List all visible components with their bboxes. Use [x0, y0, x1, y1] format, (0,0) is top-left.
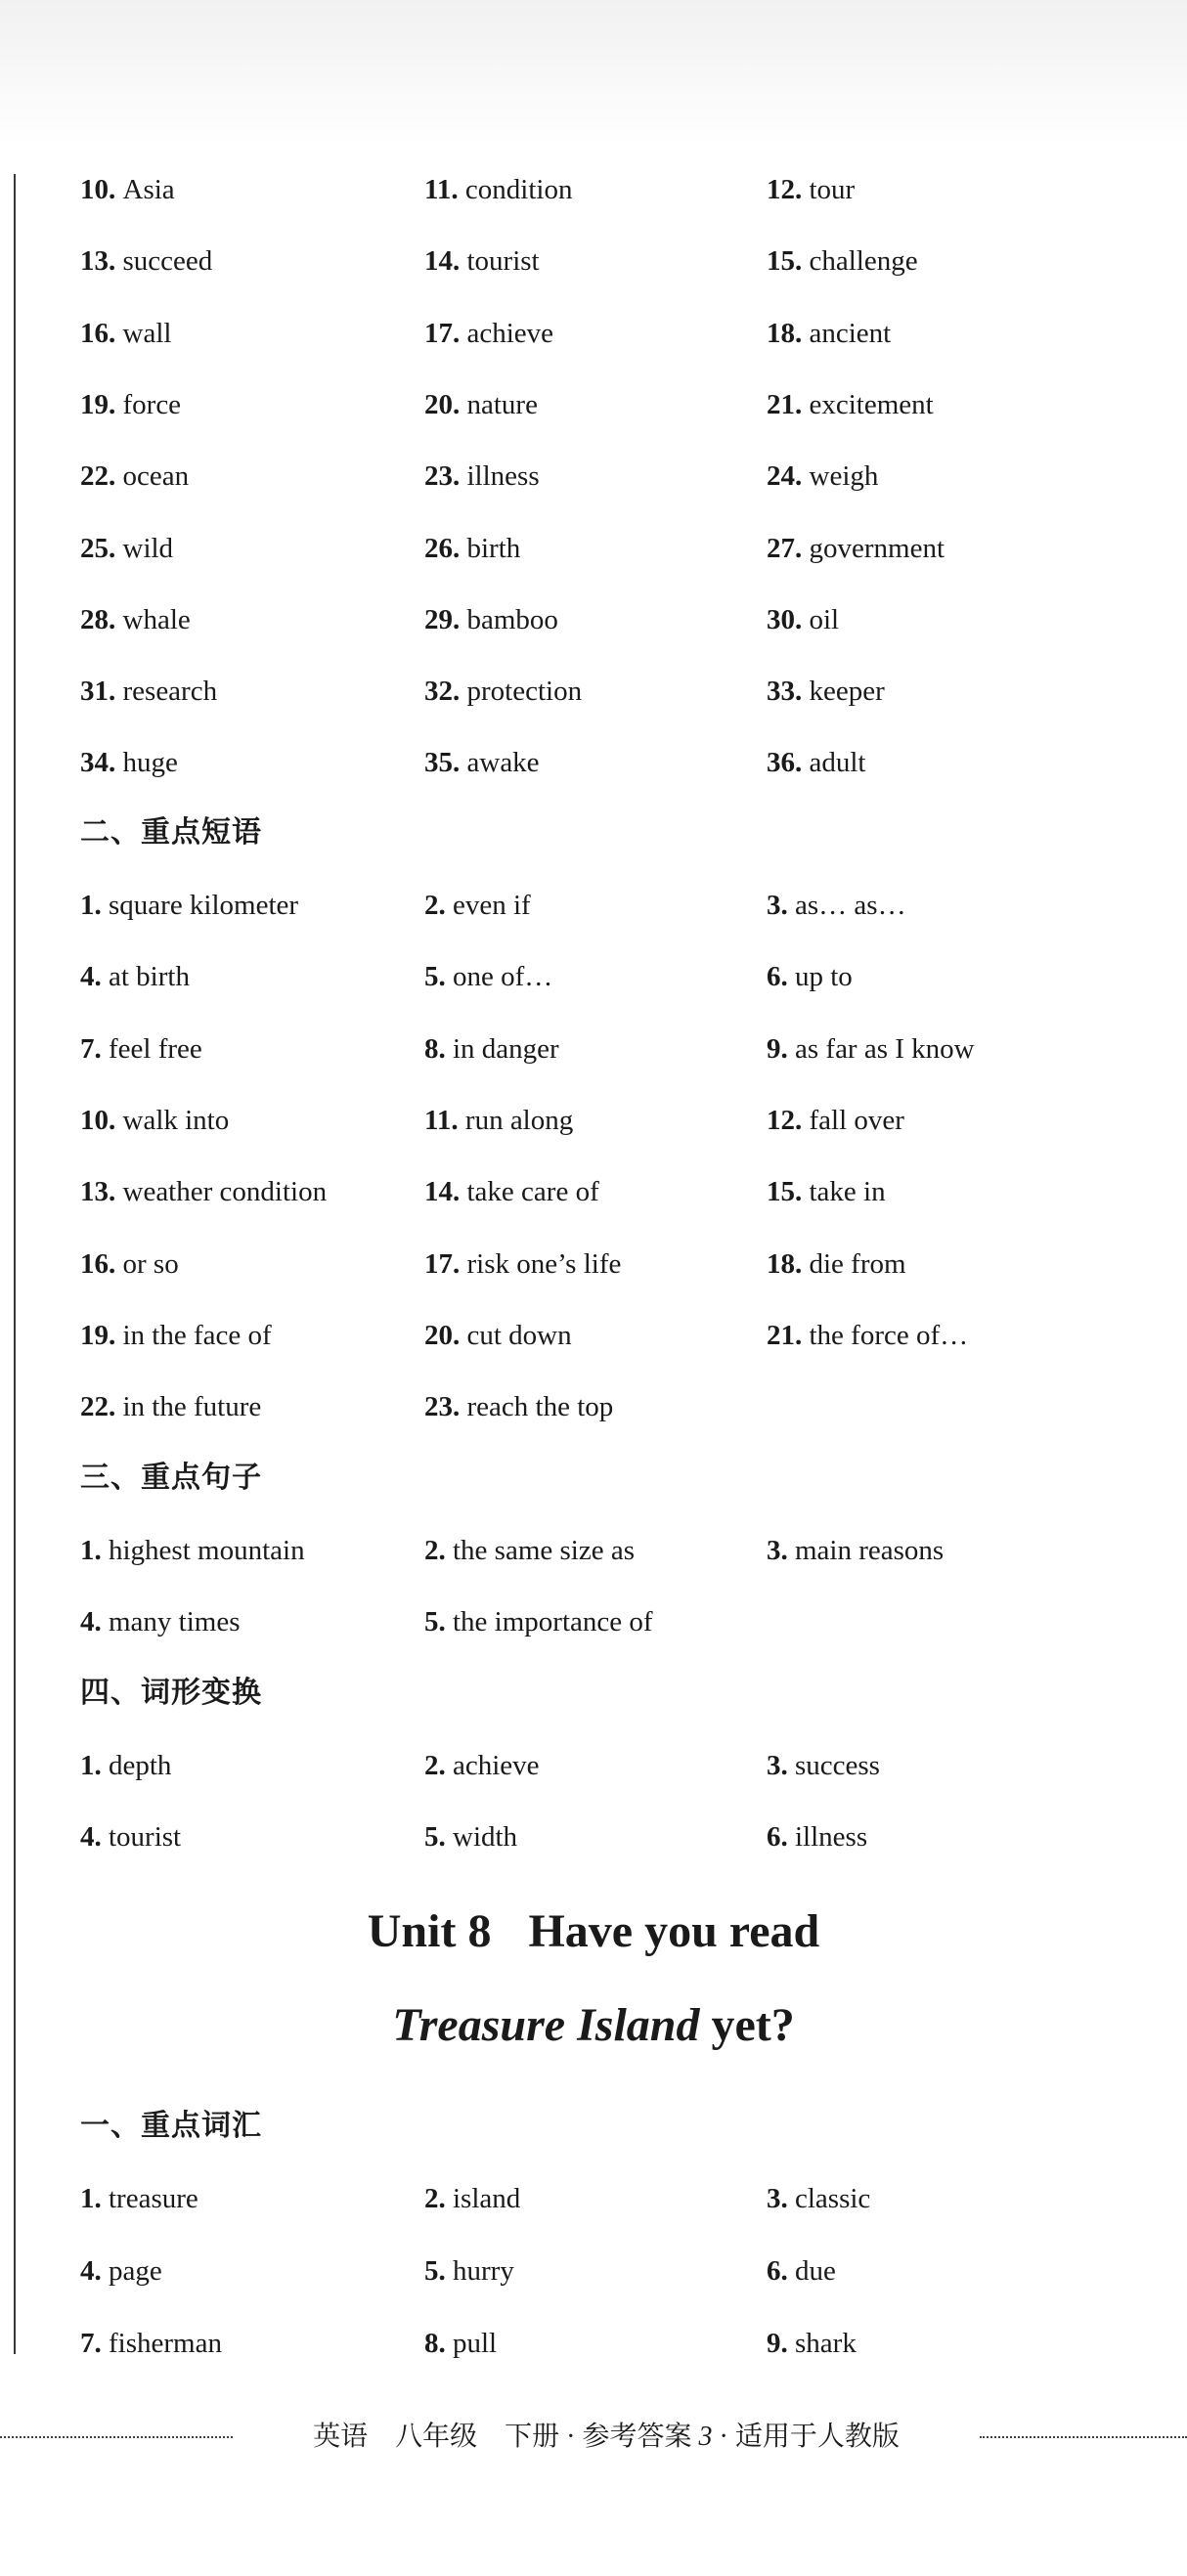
item-number: 22: [80, 460, 109, 493]
item-number: 19: [80, 388, 109, 420]
item-answer: due: [795, 2255, 836, 2287]
item-answer: wall: [122, 317, 172, 349]
item-answer: shark: [795, 2328, 857, 2359]
answer-row: [80, 954, 1156, 999]
answer-row: [80, 2176, 1156, 2221]
item-answer: reach the top: [466, 1391, 614, 1423]
item-answer: as far as I know: [795, 1032, 975, 1065]
phrase-item: 20. cut down: [424, 1319, 572, 1351]
item-number: 3: [767, 890, 781, 921]
item-answer: page: [109, 2255, 162, 2287]
unit8-vocab-item: 1. treasure: [80, 2183, 198, 2214]
item-answer: ancient: [809, 317, 892, 349]
item-answer: the importance of: [453, 1606, 653, 1638]
item-answer: at birth: [109, 961, 190, 993]
vocab-item: 22. ocean: [80, 460, 190, 493]
item-answer: weather condition: [122, 1176, 328, 1208]
item-answer: fisherman: [109, 2328, 222, 2359]
item-number: 13: [80, 1176, 109, 1208]
item-answer: adult: [809, 747, 866, 779]
item-answer: tourist: [466, 245, 540, 278]
item-answer: as… as…: [795, 890, 906, 921]
item-number: 3: [767, 1750, 781, 1781]
item-answer: keeper: [809, 676, 885, 708]
item-number: 12: [767, 1104, 795, 1136]
item-number: 6: [767, 2255, 781, 2287]
item-number: 5: [424, 2255, 439, 2287]
item-number: 31: [80, 676, 109, 708]
item-answer: illness: [466, 460, 540, 493]
item-answer: achieve: [453, 1750, 540, 1781]
item-number: 12: [767, 174, 795, 205]
item-answer: illness: [795, 1821, 868, 1854]
unit-title: [0, 1898, 1187, 1966]
item-answer: many times: [109, 1606, 241, 1638]
phrase-item: 12. fall over: [767, 1104, 904, 1136]
vocab-item: 23. illness: [424, 460, 540, 493]
answer-row: [80, 1599, 1156, 1644]
item-answer: treasure: [109, 2183, 198, 2214]
phrase-item: 15. take in: [767, 1176, 886, 1208]
item-number: 33: [767, 676, 795, 708]
answer-row: [80, 597, 1156, 642]
unit-subtitle-rest: yet?: [699, 1999, 795, 2051]
section-heading-sentences: 三、重点句子: [80, 1461, 262, 1495]
item-number: 2: [424, 890, 439, 921]
unit-title-text: Have you read: [528, 1905, 820, 1957]
item-number: 19: [80, 1319, 109, 1351]
unit8-vocab-item: 5. hurry: [424, 2255, 514, 2287]
item-number: 1: [80, 1750, 95, 1781]
item-answer: the force of…: [809, 1319, 969, 1351]
vocab-item: 33. keeper: [767, 676, 885, 708]
page-footer: [0, 2413, 1187, 2462]
answer-row: [80, 382, 1156, 427]
phrase-item: 16. or so: [80, 1247, 179, 1280]
vocab-item: 12. tour: [767, 174, 856, 205]
section-heading-phrases: 二、重点短语: [80, 815, 262, 850]
item-number: 10: [80, 174, 109, 205]
item-answer: achieve: [466, 317, 554, 349]
item-answer: ocean: [122, 460, 190, 493]
item-number: 6: [767, 961, 781, 993]
item-number: 15: [767, 245, 795, 278]
phrase-item: 4. at birth: [80, 961, 190, 993]
item-number: 5: [424, 1821, 439, 1854]
item-number: 8: [424, 2328, 439, 2359]
vocab-item: 25. wild: [80, 532, 174, 564]
phrase-item: 1. square kilometer: [80, 890, 299, 921]
item-number: 9: [767, 1032, 781, 1065]
item-answer: run along: [464, 1104, 574, 1136]
unit8-vocab-item: 6. due: [767, 2255, 836, 2287]
vocab-item: 17. achieve: [424, 317, 554, 349]
item-number: 11: [424, 1104, 452, 1136]
vocab-item: 27. government: [767, 532, 945, 564]
item-number: 10: [80, 1104, 109, 1136]
item-number: 16: [80, 317, 109, 349]
item-number: 13: [80, 245, 109, 278]
item-answer: hurry: [453, 2255, 514, 2287]
unit8-vocab-item: 4. page: [80, 2255, 162, 2287]
item-number: 18: [767, 317, 795, 349]
phrase-item: 17. risk one’s life: [424, 1247, 622, 1280]
phrase-item: 8. in danger: [424, 1032, 559, 1065]
item-answer: succeed: [122, 245, 213, 278]
word-form-item: 1. depth: [80, 1750, 172, 1781]
item-answer: cut down: [466, 1319, 572, 1351]
item-number: 20: [424, 388, 453, 420]
item-number: 6: [767, 1821, 781, 1854]
item-answer: square kilometer: [109, 890, 299, 921]
phrase-item: 13. weather condition: [80, 1176, 328, 1208]
item-number: 4: [80, 961, 95, 993]
item-number: 1: [80, 890, 95, 921]
unit-title-number: Unit 8: [367, 1905, 492, 1957]
item-answer: birth: [466, 532, 521, 564]
item-number: 1: [80, 2183, 95, 2214]
sentence-item: 1. highest mountain: [80, 1535, 305, 1566]
unit8-vocab-item: 2. island: [424, 2183, 521, 2214]
item-answer: feel free: [109, 1032, 202, 1065]
item-answer: fall over: [809, 1104, 904, 1136]
answer-row: [80, 311, 1156, 356]
vocab-item: 21. excitement: [767, 388, 934, 420]
item-answer: tourist: [109, 1821, 182, 1854]
item-number: 2: [424, 1535, 439, 1566]
phrase-item: 6. up to: [767, 961, 853, 993]
vocab-item: 20. nature: [424, 388, 538, 420]
vocab-item: 24. weigh: [767, 460, 879, 493]
unit-subtitle: [0, 1991, 1187, 2060]
unit8-vocab-item: 3. classic: [767, 2183, 871, 2214]
vocab-item: 35. awake: [424, 747, 540, 779]
phrase-item: 22. in the future: [80, 1391, 262, 1423]
item-answer: or so: [122, 1247, 179, 1280]
item-answer: in the future: [122, 1391, 262, 1423]
item-answer: depth: [109, 1750, 172, 1781]
item-answer: take in: [809, 1176, 886, 1208]
item-number: 4: [80, 1821, 95, 1854]
item-number: 17: [424, 317, 453, 349]
vocab-item: 29. bamboo: [424, 603, 558, 635]
answer-row: [80, 740, 1156, 785]
item-answer: pull: [453, 2328, 498, 2359]
sentence-item: 5. the importance of: [424, 1606, 653, 1638]
item-number: 16: [80, 1247, 109, 1280]
item-number: 25: [80, 532, 109, 564]
vocab-item: 34. huge: [80, 747, 178, 779]
vocab-item: 10. Asia: [80, 174, 175, 205]
item-number: 35: [424, 747, 453, 779]
item-number: 5: [424, 961, 439, 993]
item-number: 2: [424, 2183, 439, 2214]
footer-dotted-line-right: [980, 2436, 1187, 2438]
item-number: 18: [767, 1247, 795, 1280]
answer-row: [80, 1743, 1156, 1788]
item-answer: bamboo: [466, 603, 558, 635]
item-number: 36: [767, 747, 795, 779]
item-number: 3: [767, 2183, 781, 2214]
answer-row: [80, 1313, 1156, 1358]
phrase-item: 18. die from: [767, 1247, 906, 1280]
phrase-item: 3. as… as…: [767, 890, 906, 921]
item-number: 23: [424, 460, 453, 493]
sentence-item: 3. main reasons: [767, 1535, 945, 1566]
item-number: 22: [80, 1391, 109, 1423]
word-form-item: 6. illness: [767, 1821, 868, 1854]
phrase-item: 2. even if: [424, 890, 531, 921]
answer-row: [80, 1169, 1156, 1214]
vocab-item: 13. succeed: [80, 245, 213, 278]
item-answer: challenge: [809, 245, 918, 278]
item-answer: highest mountain: [109, 1535, 305, 1566]
phrase-item: 21. the force of…: [767, 1319, 969, 1351]
item-answer: nature: [466, 388, 538, 420]
answer-row: [80, 1384, 1156, 1429]
item-answer: awake: [466, 747, 540, 779]
answer-row: [80, 1242, 1156, 1287]
item-answer: huge: [122, 747, 178, 779]
answer-row: [80, 2249, 1156, 2293]
item-answer: success: [795, 1750, 880, 1781]
item-answer: main reasons: [795, 1535, 945, 1566]
item-answer: walk into: [122, 1104, 230, 1136]
item-number: 9: [767, 2328, 781, 2359]
vocab-item: 16. wall: [80, 317, 172, 349]
item-number: 21: [767, 388, 795, 420]
answer-row: [80, 1528, 1156, 1573]
section-heading-word-forms: 四、词形变换: [80, 1676, 262, 1710]
phrase-item: 19. in the face of: [80, 1319, 272, 1351]
item-answer: condition: [464, 174, 573, 205]
sentence-item: 2. the same size as: [424, 1535, 636, 1566]
answer-row: [80, 454, 1156, 499]
item-answer: whale: [122, 603, 191, 635]
item-number: 24: [767, 460, 795, 493]
phrase-item: 9. as far as I know: [767, 1032, 975, 1065]
answer-row: [80, 1098, 1156, 1143]
item-number: 17: [424, 1247, 453, 1280]
item-number: 20: [424, 1319, 453, 1351]
phrase-item: 14. take care of: [424, 1176, 599, 1208]
section-heading-unit8-vocab: 一、重点词汇: [80, 2109, 262, 2143]
vocab-item: 28. whale: [80, 603, 191, 635]
sentence-item: 4. many times: [80, 1606, 241, 1638]
answer-row: [80, 1814, 1156, 1859]
item-number: 4: [80, 1606, 95, 1638]
footer-edition: · 适用于人教版: [712, 2422, 900, 2452]
item-answer: the same size as: [453, 1535, 636, 1566]
phrase-item: 10. walk into: [80, 1104, 230, 1136]
answer-row: [80, 1026, 1156, 1071]
unit8-vocab-item: 7. fisherman: [80, 2328, 222, 2359]
item-answer: excitement: [809, 388, 934, 420]
item-number: 14: [424, 245, 453, 278]
unit8-vocab-item: 9. shark: [767, 2328, 857, 2359]
answer-row: [80, 526, 1156, 571]
footer-subject: 英语 八年级 下册 · 参考答案: [313, 2422, 699, 2452]
item-number: 27: [767, 532, 795, 564]
item-number: 15: [767, 1176, 795, 1208]
answer-row: [80, 167, 1156, 212]
item-answer: government: [809, 532, 945, 564]
item-answer: protection: [466, 676, 583, 708]
vocab-item: 15. challenge: [767, 245, 918, 278]
word-form-item: 2. achieve: [424, 1750, 540, 1781]
phrase-item: 11. run along: [424, 1104, 574, 1136]
item-answer: risk one’s life: [466, 1247, 622, 1280]
phrase-item: 5. one of…: [424, 961, 553, 993]
item-answer: weigh: [809, 460, 879, 493]
footer-page-number: 3: [698, 2422, 713, 2452]
item-answer: tour: [809, 174, 856, 205]
item-number: 4: [80, 2255, 95, 2287]
answer-row: [80, 239, 1156, 284]
item-answer: in the face of: [122, 1319, 272, 1351]
item-answer: force: [122, 388, 182, 420]
vocab-item: 14. tourist: [424, 245, 540, 278]
item-number: 7: [80, 2328, 95, 2359]
item-number: 14: [424, 1176, 453, 1208]
item-number: 23: [424, 1391, 453, 1423]
item-number: 26: [424, 532, 453, 564]
word-form-item: 3. success: [767, 1750, 880, 1781]
item-answer: width: [453, 1821, 518, 1854]
item-answer: wild: [122, 532, 174, 564]
item-number: 21: [767, 1319, 795, 1351]
unit-subtitle-book: Treasure Island: [392, 1999, 700, 2051]
vocab-item: 18. ancient: [767, 317, 892, 349]
vocab-item: 26. birth: [424, 532, 521, 564]
item-number: 5: [424, 1606, 439, 1638]
phrase-item: 7. feel free: [80, 1032, 202, 1065]
item-answer: one of…: [453, 961, 553, 993]
vocab-item: 30. oil: [767, 603, 840, 635]
item-number: 7: [80, 1032, 95, 1065]
item-answer: Asia: [122, 174, 175, 205]
vocab-item: 31. research: [80, 676, 218, 708]
answer-row: [80, 883, 1156, 928]
item-answer: in danger: [453, 1032, 559, 1065]
phrase-item: 23. reach the top: [424, 1391, 614, 1423]
vocab-item: 19. force: [80, 388, 182, 420]
item-number: 11: [424, 174, 452, 205]
item-number: 8: [424, 1032, 439, 1065]
item-number: 32: [424, 676, 453, 708]
unit8-vocab-item: 8. pull: [424, 2328, 498, 2359]
word-form-item: 5. width: [424, 1821, 518, 1854]
item-answer: classic: [795, 2183, 871, 2214]
word-form-item: 4. tourist: [80, 1821, 182, 1854]
item-number: 28: [80, 603, 109, 635]
answer-row: [80, 669, 1156, 714]
item-number: 1: [80, 1535, 95, 1566]
item-answer: up to: [795, 961, 853, 993]
answer-row: [80, 2321, 1156, 2366]
item-answer: island: [453, 2183, 521, 2214]
item-answer: oil: [809, 603, 840, 635]
item-answer: research: [122, 676, 218, 708]
item-number: 2: [424, 1750, 439, 1781]
vocab-item: 32. protection: [424, 676, 583, 708]
item-answer: take care of: [466, 1176, 599, 1208]
item-answer: even if: [453, 890, 531, 921]
item-number: 3: [767, 1535, 781, 1566]
vocab-item: 11. condition: [424, 174, 573, 205]
footer-dotted-line-left: [0, 2436, 233, 2438]
item-answer: die from: [809, 1247, 906, 1280]
footer-text: [244, 2413, 968, 2462]
item-number: 30: [767, 603, 795, 635]
vocab-item: 36. adult: [767, 747, 866, 779]
item-number: 34: [80, 747, 109, 779]
item-number: 29: [424, 603, 453, 635]
